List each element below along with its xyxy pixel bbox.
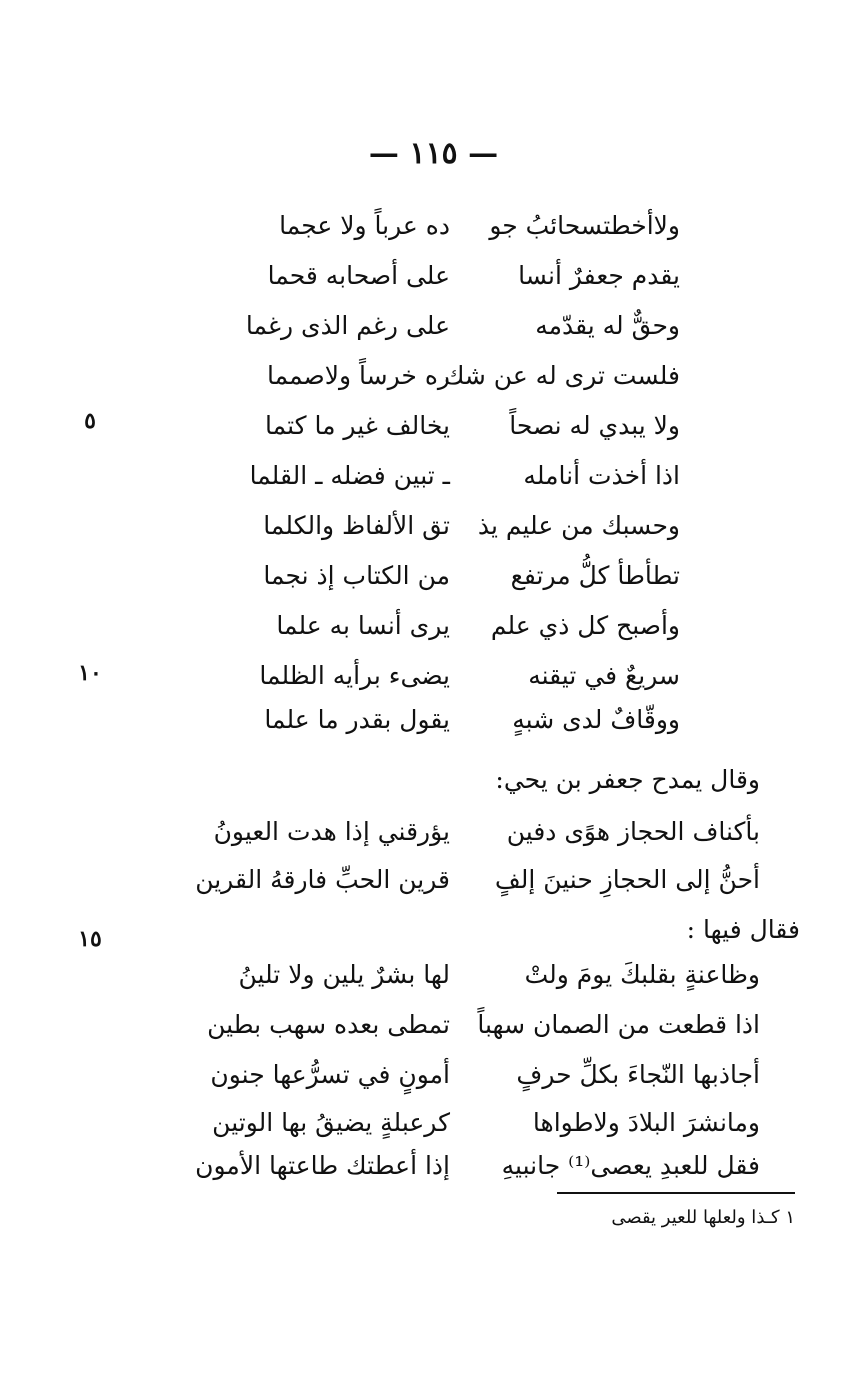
verse-line xyxy=(240,306,680,346)
verse-line xyxy=(170,1055,760,1095)
verse-first-hemistich: ولاأخطتسحائبُ جو xyxy=(489,211,680,240)
verse-line xyxy=(240,556,680,596)
verse-second-hemistich: ره خرساً ولاصمما xyxy=(267,361,450,390)
verse-second-hemistich: تق الألفاظ والكلما xyxy=(263,511,450,540)
verse-second-hemistich: على رغم الذى رغما xyxy=(245,311,450,340)
verse-second-hemistich: ده عرباً ولا عجما xyxy=(279,211,450,240)
verse-second-hemistich: يضىء برأيه الظلما xyxy=(259,661,450,690)
verse-first-hemistich: ومانشرَ البلادَ ولاطواها xyxy=(532,1108,760,1137)
verse-first-hemistich: ولا يبدي له نصحاً xyxy=(509,411,680,440)
verse-second-hemistich: من الكتاب إذ نجما xyxy=(263,561,450,590)
verse-second-hemistich: يؤرقني إذا هدت العيونُ xyxy=(213,817,450,846)
verse-line xyxy=(240,456,680,496)
verse-first-hemistich: اذا قطعت من الصمان سهباً xyxy=(477,1010,760,1039)
verse-second-hemistich: إذا أعطتك طاعتها الأمون xyxy=(195,1151,450,1180)
verse-second-hemistich: قرين الحبِّ فارقهُ القرين xyxy=(195,865,450,894)
verse-second-hemistich: أمونٍ في تسرُّعها جنون xyxy=(210,1060,450,1089)
verse-first-hemistich: اذا أخذت أنامله xyxy=(523,461,680,490)
verse-line xyxy=(240,606,680,646)
verse-line xyxy=(170,1103,760,1143)
verse-first-hemistich: سريعٌ في تيقنه xyxy=(528,661,680,690)
verse-line xyxy=(170,812,760,852)
verse-line xyxy=(240,700,680,740)
verse-first-hemistich: فلست ترى له عن شك xyxy=(443,361,680,390)
verse-line xyxy=(170,1005,760,1045)
verse-first-hemistich: تطأطأ كلُّ مرتفع xyxy=(510,561,680,590)
verse-second-hemistich: ـ تبين فضله ـ القلما xyxy=(249,461,450,490)
verse-second-hemistich: كرعبلةٍ يضيقُ بها الوتين xyxy=(212,1108,450,1137)
verse-first-hemistich: وظاعنةٍ بقلبكَ يومَ ولتْ xyxy=(524,960,760,989)
verse-first-hemistich: وحسبك من عليم يذ xyxy=(477,511,680,540)
verse-first-hemistich: يقدم جعفرٌ أنسا xyxy=(518,261,680,290)
verse-line xyxy=(240,356,680,396)
poem-heading: فقال فيها : xyxy=(686,915,800,944)
verse-second-hemistich: على أصحابه قحما xyxy=(267,261,450,290)
verse-first-hemistich: وحقٌّ له يقدّمه xyxy=(535,311,680,340)
margin-line-number: ١٠ xyxy=(78,660,102,686)
verse-line xyxy=(240,206,680,246)
page-number: — ١١٥ — xyxy=(368,136,499,171)
verse-second-hemistich: يرى أنسا به علما xyxy=(276,611,450,640)
verse-second-hemistich: يقول بقدر ما علما xyxy=(264,705,450,734)
verse-line xyxy=(240,406,680,446)
poem-heading: وقال يمدح جعفر بن يحي: xyxy=(495,765,760,794)
verse-first-hemistich: أحنُّ إلى الحجازِ حنينَ إلفٍ xyxy=(494,865,760,894)
verse-second-hemistich: لها بشرٌ يلين ولا تلينُ xyxy=(238,960,450,989)
verse-line xyxy=(240,506,680,546)
verse-line xyxy=(240,256,680,296)
footnote: ١ كـذا ولعلها للعير يقصى xyxy=(611,1207,795,1228)
verse-first-hemistich: فقل للعبدِ يعصى⁽¹⁾ جانبيهِ xyxy=(501,1151,760,1180)
verse-second-hemistich: يخالف غير ما كتما xyxy=(265,411,450,440)
verse-line xyxy=(240,656,680,696)
footnote-rule xyxy=(557,1192,795,1194)
verse-line xyxy=(170,860,760,900)
verse-line xyxy=(170,1146,760,1186)
margin-line-number: ٥ xyxy=(84,408,96,434)
verse-first-hemistich: بأكناف الحجاز هوًى دفين xyxy=(506,817,760,846)
verse-first-hemistich: أجاذبها النّجاءَ بكلِّ حرفٍ xyxy=(516,1060,760,1089)
margin-line-number: ١٥ xyxy=(78,926,102,952)
verse-second-hemistich: تمطى بعده سهب بطين xyxy=(207,1010,450,1039)
verse-first-hemistich: ووقّافٌ لدى شبهٍ xyxy=(512,705,680,734)
verse-line xyxy=(170,955,760,995)
verse-first-hemistich: وأصبح كل ذي علم xyxy=(490,611,680,640)
